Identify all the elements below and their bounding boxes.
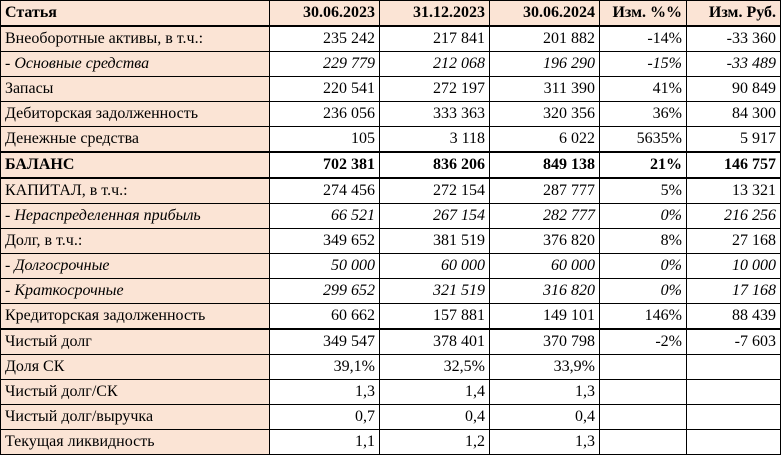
value-cell: 299 652	[270, 279, 380, 304]
value-cell: 6 022	[490, 127, 600, 153]
value-cell: 10 000	[687, 254, 781, 279]
empty-cell	[687, 405, 781, 430]
value-cell: 146 757	[687, 152, 781, 178]
table-body	[1, 26, 781, 455]
value-cell: 0%	[600, 254, 687, 279]
value-cell: 157 881	[380, 304, 490, 330]
value-cell: 149 101	[490, 304, 600, 330]
value-cell: 272 154	[380, 178, 490, 204]
value-cell: 33,9%	[490, 355, 600, 380]
value-cell: 36%	[600, 102, 687, 127]
value-cell: -33 489	[687, 52, 781, 77]
value-cell: 849 138	[490, 152, 600, 178]
empty-cell	[687, 380, 781, 405]
column-header: Изм. Руб.	[687, 1, 781, 27]
value-cell: 0%	[600, 204, 687, 229]
value-cell: 0,4	[490, 405, 600, 430]
value-cell: 41%	[600, 77, 687, 102]
value-cell: 0%	[600, 279, 687, 304]
value-cell: 39,1%	[270, 355, 380, 380]
value-cell: 60 662	[270, 304, 380, 330]
value-cell: -33 360	[687, 26, 781, 52]
value-cell: 201 882	[490, 26, 600, 52]
empty-cell	[687, 355, 781, 380]
value-cell: 274 456	[270, 178, 380, 204]
value-cell: 32,5%	[380, 355, 490, 380]
row-label: - Долгосрочные	[1, 254, 270, 279]
row-label: Доля СК	[1, 355, 270, 380]
value-cell: 381 519	[380, 229, 490, 254]
value-cell: 60 000	[380, 254, 490, 279]
value-cell: 316 820	[490, 279, 600, 304]
table-row	[1, 254, 781, 279]
value-cell: 370 798	[490, 329, 600, 355]
value-cell: 5%	[600, 178, 687, 204]
table-row	[1, 127, 781, 153]
row-label: - Основные средства	[1, 52, 270, 77]
value-cell: 1,3	[270, 380, 380, 405]
table-row	[1, 77, 781, 102]
value-cell: 267 154	[380, 204, 490, 229]
value-cell: 235 242	[270, 26, 380, 52]
table-row	[1, 178, 781, 204]
row-label: - Краткосрочные	[1, 279, 270, 304]
value-cell: 287 777	[490, 178, 600, 204]
value-cell: 17 168	[687, 279, 781, 304]
value-cell: -2%	[600, 329, 687, 355]
row-label: БАЛАНС	[1, 152, 270, 178]
value-cell: 5 917	[687, 127, 781, 153]
table-row	[1, 405, 781, 430]
table-row	[1, 304, 781, 330]
column-header: 30.06.2023	[270, 1, 380, 27]
value-cell: 1,3	[490, 430, 600, 455]
value-cell: 1,4	[380, 380, 490, 405]
value-cell: 311 390	[490, 77, 600, 102]
column-header: 30.06.2024	[490, 1, 600, 27]
table-row	[1, 380, 781, 405]
value-cell: 212 068	[380, 52, 490, 77]
value-cell: 3 118	[380, 127, 490, 153]
header-row	[1, 1, 781, 27]
table-row	[1, 229, 781, 254]
column-header: 31.12.2023	[380, 1, 490, 27]
value-cell: 105	[270, 127, 380, 153]
value-cell: 27 168	[687, 229, 781, 254]
empty-cell	[687, 430, 781, 455]
column-header-item: Статья	[1, 1, 270, 27]
row-label: Текущая ликвидность	[1, 430, 270, 455]
empty-cell	[600, 355, 687, 380]
value-cell: 0,4	[380, 405, 490, 430]
value-cell: 60 000	[490, 254, 600, 279]
value-cell: 50 000	[270, 254, 380, 279]
column-header: Изм. %%	[600, 1, 687, 27]
value-cell: 236 056	[270, 102, 380, 127]
value-cell: 272 197	[380, 77, 490, 102]
row-label: КАПИТАЛ, в т.ч.:	[1, 178, 270, 204]
row-label: Кредиторская задолженность	[1, 304, 270, 330]
value-cell: -7 603	[687, 329, 781, 355]
empty-cell	[600, 380, 687, 405]
value-cell: 349 652	[270, 229, 380, 254]
value-cell: 1,3	[490, 380, 600, 405]
row-label: Чистый долг/СК	[1, 380, 270, 405]
value-cell: -14%	[600, 26, 687, 52]
table-row	[1, 329, 781, 355]
value-cell: 282 777	[490, 204, 600, 229]
value-cell: 229 779	[270, 52, 380, 77]
value-cell: 1,2	[380, 430, 490, 455]
row-label: Дебиторская задолженность	[1, 102, 270, 127]
empty-cell	[600, 405, 687, 430]
value-cell: 88 439	[687, 304, 781, 330]
value-cell: -15%	[600, 52, 687, 77]
value-cell: 376 820	[490, 229, 600, 254]
row-label: Чистый долг	[1, 329, 270, 355]
value-cell: 349 547	[270, 329, 380, 355]
value-cell: 836 206	[380, 152, 490, 178]
value-cell: 1,1	[270, 430, 380, 455]
value-cell: 333 363	[380, 102, 490, 127]
value-cell: 21%	[600, 152, 687, 178]
table-row	[1, 102, 781, 127]
table-row	[1, 279, 781, 304]
value-cell: 146%	[600, 304, 687, 330]
table-row	[1, 52, 781, 77]
value-cell: 84 300	[687, 102, 781, 127]
row-label: Денежные средства	[1, 127, 270, 153]
table-row	[1, 355, 781, 380]
value-cell: 13 321	[687, 178, 781, 204]
value-cell: 216 256	[687, 204, 781, 229]
value-cell: 217 841	[380, 26, 490, 52]
row-label: Чистый долг/выручка	[1, 405, 270, 430]
value-cell: 320 356	[490, 102, 600, 127]
row-label: - Нераспределенная прибыль	[1, 204, 270, 229]
empty-cell	[600, 430, 687, 455]
row-label: Запасы	[1, 77, 270, 102]
table-row	[1, 204, 781, 229]
value-cell: 321 519	[380, 279, 490, 304]
value-cell: 90 849	[687, 77, 781, 102]
value-cell: 702 381	[270, 152, 380, 178]
table-row	[1, 152, 781, 178]
value-cell: 5635%	[600, 127, 687, 153]
value-cell: 196 290	[490, 52, 600, 77]
row-label: Внеоборотные активы, в т.ч.:	[1, 26, 270, 52]
value-cell: 66 521	[270, 204, 380, 229]
value-cell: 0,7	[270, 405, 380, 430]
table-row	[1, 430, 781, 455]
row-label: Долг, в т.ч.:	[1, 229, 270, 254]
table-row	[1, 26, 781, 52]
value-cell: 220 541	[270, 77, 380, 102]
value-cell: 8%	[600, 229, 687, 254]
value-cell: 378 401	[380, 329, 490, 355]
